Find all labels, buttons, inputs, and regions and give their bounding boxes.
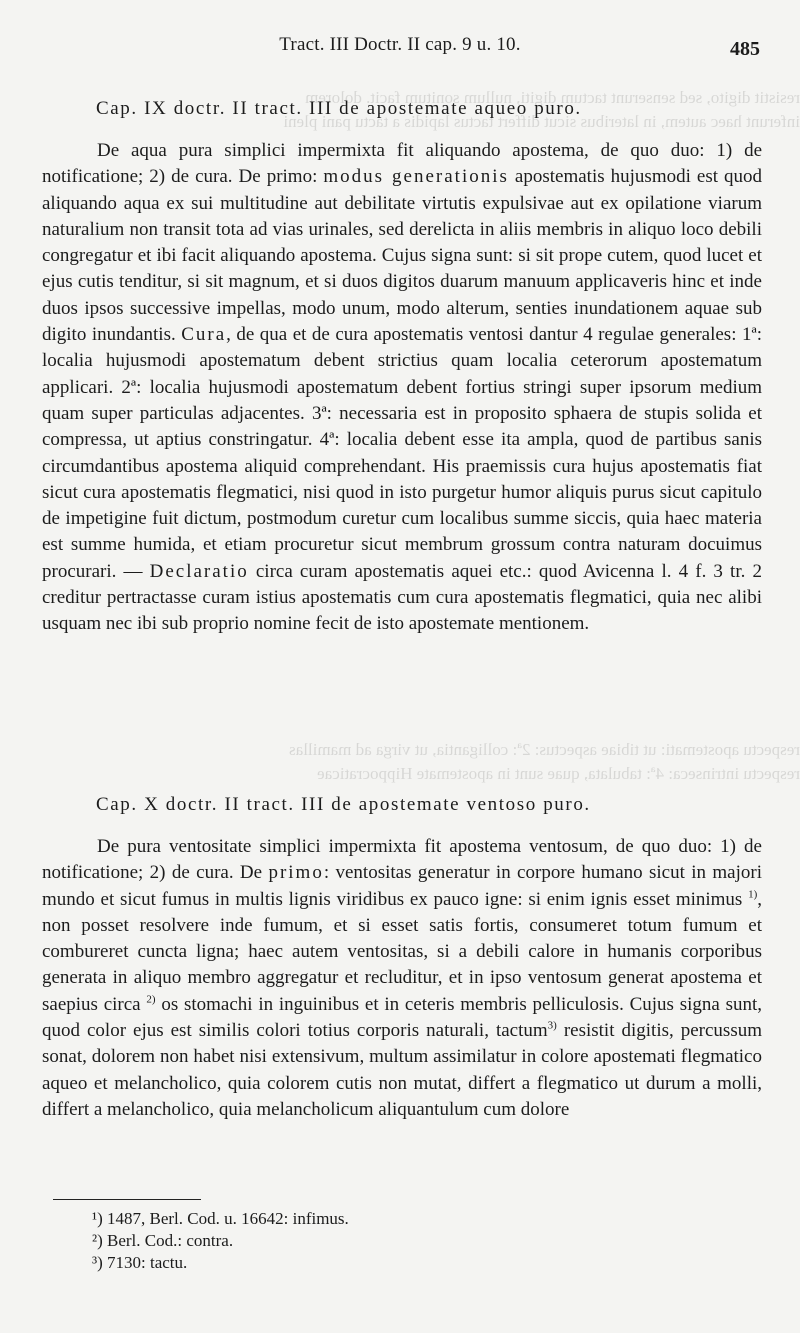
bleed-through-text: respectu intrinseca: 4ª: tabulata, quae sunt in apostemate Hippocraticae — [317, 764, 800, 783]
footnote-mark: ¹) — [92, 1209, 103, 1228]
footnote-item — [92, 1208, 349, 1230]
footnote-marker: 3) — [547, 1019, 557, 1032]
text-run: De aqua pura simplici impermixta fit aliquando apostema, de quo duo: 1) de notificatione; 2) de cura. De primo: — [42, 140, 762, 188]
chapter-ix-body — [42, 138, 762, 638]
chapter-ix-title: Cap. IX doctr. II tract. III de apostemate aqueo puro. — [96, 98, 582, 119]
footnote-mark: ²) — [92, 1231, 103, 1250]
spaced-term: Declaratio — [149, 560, 249, 582]
footnotes — [92, 1208, 349, 1274]
text-run: , non posset resolvere inde fumum, et si esset satis fortis, consumeret totum fumum et combureret cuncta ligna; haec autem ventositas, si a debili calore in humanis corporibus generata in aliquo membro aggregatur et recluditur, et in ipso ventosum generat apostema et saepius circa — [42, 888, 762, 1015]
spaced-term: modus generationis — [323, 166, 509, 188]
spaced-term: primo — [268, 862, 324, 884]
footnote-item — [92, 1252, 349, 1274]
chapter-ix-paragraph — [42, 138, 762, 638]
text-run: apostematis hujusmodi est quod aliquando aqua ex sui multitudine aut debilitate virtutis expulsivae aut ex opilatione viarum naturalium non transit tota ad vias urinales, sed derelicta in aliis membris in aliquo loco debili congregatur et ibi facit aliquando apostema. Cujus signa sunt: si sit prope cutem, quod lucet et ejus cutis tenditur, si sit magnum, et si duos digitos duarum manuum applicaveris hinc et inde duos ipsos successive impellas, modo unum, modo alterum, senties inundationem aquae sub digito inundantis. — [42, 166, 762, 346]
footnote-marker: 2) — [146, 993, 156, 1006]
bleed-through-text: inferunt haec autem, in lateribus sicut differt tactus lapidis a tactu pani pleni — [283, 112, 800, 131]
footnote-marker: 1) — [748, 888, 758, 901]
bleed-through-text: resistit digito, sed senserunt tactum digiti, nullum sonitum facit. dolorem — [305, 88, 800, 107]
text-run: os stomachi in inguinibus et in ceteris membris pelliculosis. Cujus signa sunt, quod color ejus est similis colori totius corporis naturali, tactum — [42, 993, 762, 1042]
text-run: circa curam apostematis aquei etc.: quod Avicenna l. 4 f. 3 tr. 2 creditur pertractasse curam istius apostematis cum cura apostematis flegmatici, quia nec alibi usquam nec ibi sub proprio nomine fecit de isto apostemate mentionem. — [42, 560, 762, 635]
running-header — [40, 30, 760, 60]
footnote-mark: ³) — [92, 1253, 103, 1272]
text-run: De pura ventositate simplici impermixta fit apostema ventosum, de quo duo: 1) de notificatione; 2) de cura. De — [42, 836, 762, 884]
text-run: resistit digitis, percussum sonat, dolorem non habet nisi extensivum, multum assimilatur in colore apostemati flegmatico aqueo et melancholico, quia colorem cutis non mutat, differt a flegmatico ut durum a molli, differt a melancholico, quia melancholicum aliquantulum cum dolore — [42, 1020, 762, 1120]
footnote-text: Berl. Cod.: contra. — [107, 1231, 234, 1250]
running-title: Tract. III Doctr. II cap. 9 u. 10. — [279, 34, 521, 55]
footnote-text: 1487, Berl. Cod. u. 16642: infimus. — [107, 1209, 349, 1228]
text-run: , de qua et de cura apostematis ventosi dantur 4 regulae generales: 1ª: localia hujusmodi apostematum debent strictius quam localia ceterorum apostematum applicari. 2ª: localia hujusmodi apostematum debent fortius stringi super ipsorum medium quam super particulas adjacentes. 3ª: necessaria est in proposito sphaera de stupis solida et compressa, ut aptius constringatur. 4ª: localia debent esse ita ampla, quod de partibus sanis circumdantibus apostema aliquid comprehendant. His praemissis cura hujus apostematis fiat sicut cura apostematis flegmatici, nisi quod in isto purgetur humor aliquis purus sicut capitulo de impetigine fuit dictum, postmodum curetur cum localibus summe siccis, quia haec materia est summe humida, et etiam procuretur sicut membrum grossum contra naturam docuimus procurari. — — [42, 324, 762, 582]
footnote-text: 7130: tactu. — [107, 1253, 188, 1272]
text-run: : ventositas generatur in corpore humano sicut in majori mundo et sicut fumus in multis lignis viridibus ex pauco igne: si enim ignis esset minimus — [42, 862, 762, 910]
footnote-item — [92, 1230, 349, 1252]
chapter-x-title: Cap. X doctr. II tract. III de apostemate ventoso puro. — [96, 794, 591, 815]
chapter-x-paragraph — [42, 834, 762, 1123]
page-number: 485 — [730, 38, 760, 60]
spaced-term: Cura — [181, 324, 227, 346]
chapter-x-body — [42, 834, 762, 1123]
bleed-through-text: respectu apostemati: ut tibiae aspectus: 2ª: colligantia, ut virga ad mamillas — [289, 740, 800, 759]
footnote-divider — [53, 1199, 201, 1200]
